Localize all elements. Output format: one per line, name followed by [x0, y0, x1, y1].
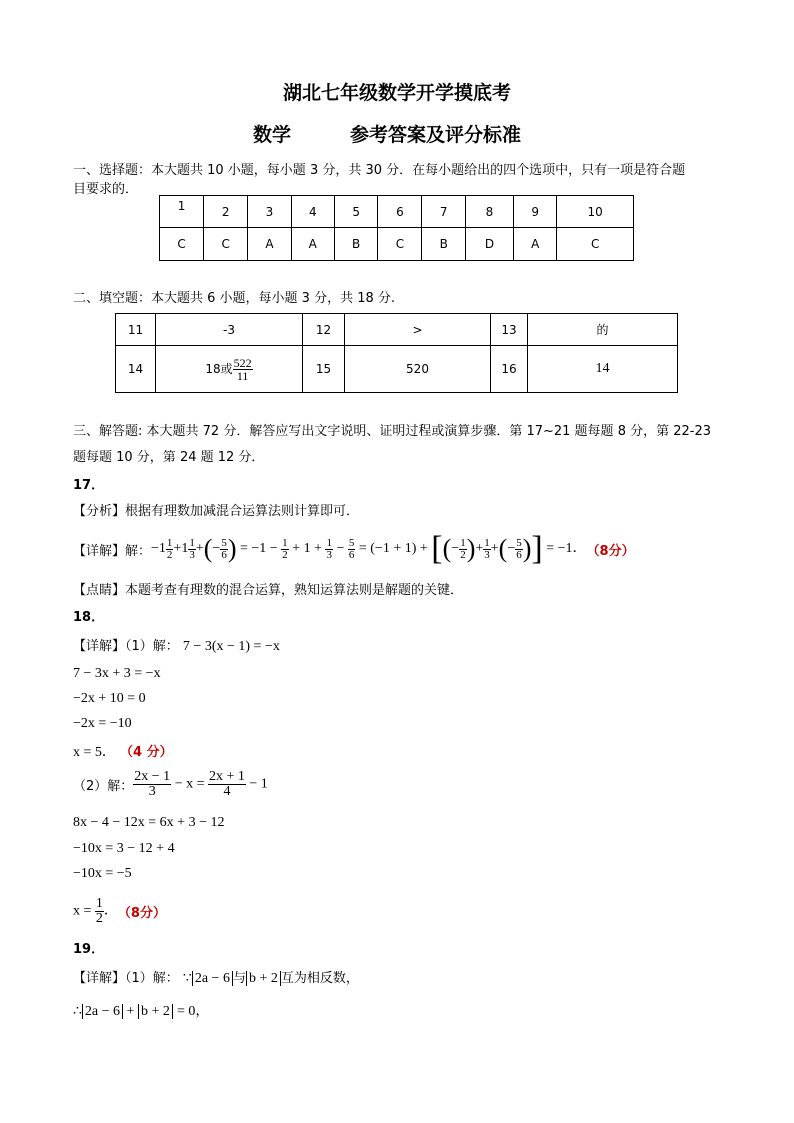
question-number-17: 17． — [73, 478, 105, 493]
choice-number: 8 — [465, 196, 513, 228]
choice-number-row — [160, 196, 634, 228]
q17-analysis: 【分析】根据有理数加减混合运算法则计算即可． — [73, 504, 360, 519]
choice-answer: C — [378, 228, 422, 261]
choice-answer: D — [465, 228, 513, 261]
q18-part2 — [73, 764, 268, 804]
fill-in-answer-14 — [156, 346, 303, 393]
fraction — [233, 357, 253, 382]
q19-math: b + 2 — [246, 971, 281, 986]
choice-number: 9 — [514, 196, 557, 228]
choice-answer-table — [159, 195, 634, 261]
q18-part1-result — [73, 741, 173, 761]
fill-in-answer: 520 — [345, 346, 491, 393]
q19-math: ∵ 2a − 6 — [183, 971, 233, 986]
fill-in-answer: -3 — [156, 314, 303, 346]
q18-part2-step: 8x − 4 − 12x = 6x + 3 − 12 — [73, 815, 225, 830]
choice-answer: C — [204, 228, 248, 261]
answer-key-heading: 参考答案及评分标准 — [350, 124, 522, 146]
choice-answer: B — [334, 228, 377, 261]
q18-part1 — [73, 635, 280, 655]
fill-in-answer: > — [345, 314, 491, 346]
section3-intro-line2: 题每题 10 分，第 24 题 12 分． — [73, 450, 265, 465]
fill-in-row — [116, 346, 678, 393]
q17-equation: −1 $\frac{1}{2}$ +1 $\frac{1}{3}$ +(− $\frac{5}{6}$ ) = −1 − $\frac{1}{2}$ + 1 + $\frac{1}{3}$ − $\frac{5}{6}$ = (−1 + 1) + [(− $\frac{1}{2}$ )+ $\frac{1}{3}$ +(− $\frac{5}{6}$ )] = −1． — [151, 530, 587, 567]
fill-in-number: 16 — [491, 346, 528, 393]
q18-part1-score: （4 分） — [120, 745, 173, 760]
q18-part2-step: −10x = −5 — [73, 866, 132, 881]
fill-in-number: 12 — [303, 314, 345, 346]
subject-heading: 数学 — [253, 124, 292, 146]
q19-detail-label: 【详解】（1）解： — [73, 971, 179, 986]
fraction-numerator: 522 — [233, 355, 252, 370]
choice-number: 1 — [160, 196, 204, 228]
fill-in-row — [116, 314, 678, 346]
q18-part1-label: 【详解】（1）解： — [73, 639, 179, 654]
q18-part2-result — [73, 892, 166, 930]
fill-in-answer: 的 — [528, 314, 678, 346]
q17-comment: 【点睛】本题考查有理数的混合运算，熟知运算法则是解题的关键． — [73, 583, 464, 598]
choice-answer: A — [248, 228, 291, 261]
section1-intro-line2: 目要求的． — [73, 182, 139, 197]
q17-detail — [73, 531, 635, 567]
q19-line1-end: 互为相反数， — [280, 971, 359, 986]
fill-in-number: 14 — [116, 346, 156, 393]
q18-part1-equation: 7 − 3(x − 1) = −x — [182, 639, 280, 654]
q18-part1-step: −2x = −10 — [73, 716, 132, 731]
q19-connector: 与 — [232, 971, 246, 986]
choice-answer: C — [557, 228, 634, 261]
q19-math: ∴ 2a − 6 + b + 2 — [73, 1004, 173, 1019]
q18-part1-step: −2x + 10 = 0 — [73, 691, 146, 706]
fill-in-answer-table — [115, 313, 678, 393]
q19-line2 — [73, 1000, 209, 1020]
choice-number: 5 — [334, 196, 377, 228]
fill-in-answer-text: 18或 — [205, 361, 233, 376]
q18-part2-label: （2）解： — [73, 778, 134, 794]
q19-line2-end: = 0， — [176, 1004, 210, 1019]
fill-in-number: 13 — [491, 314, 528, 346]
choice-number: 2 — [204, 196, 248, 228]
q19-line1 — [73, 967, 359, 987]
choice-answer: A — [291, 228, 334, 261]
q18-part2-final: x = $\frac{1}{2}$ ． — [73, 895, 118, 926]
choice-number: 10 — [557, 196, 634, 228]
fill-in-number: 11 — [116, 314, 156, 346]
fill-in-number: 15 — [303, 346, 345, 393]
choice-answer: B — [422, 228, 465, 261]
choice-number: 7 — [422, 196, 465, 228]
q17-detail-label: 【详解】解： — [73, 543, 152, 559]
choice-answer: C — [160, 228, 204, 261]
choice-number: 4 — [291, 196, 334, 228]
q18-part2-step: −10x = 3 − 12 + 4 — [73, 841, 175, 856]
question-number-18: 18． — [73, 610, 105, 625]
choice-number: 3 — [248, 196, 291, 228]
q17-score: （8分） — [586, 543, 635, 559]
choice-answer-row — [160, 228, 634, 261]
fraction-denominator: 11 — [236, 368, 249, 383]
section2-intro: 二、填空题：本大题共 6 小题，每小题 3 分，共 18 分. — [73, 291, 396, 306]
q18-part1-step: 7 − 3x + 3 = −x — [73, 666, 161, 681]
section1-intro-line1: 一、选择题：本大题共 10 小题，每小题 3 分，共 30 分．在每小题给出的四个选项中，只有一项是符合题 — [73, 163, 686, 178]
section3-intro-line1: 三、解答题: 本大题共 72 分．解答应写出文字说明、证明过程或演算步骤．第 17~21 题每题 8 分，第 22-23 — [73, 424, 712, 439]
page-title: 湖北七年级数学开学摸底考 — [282, 82, 511, 104]
choice-answer: A — [514, 228, 557, 261]
q18-part2-score: （8分） — [117, 905, 166, 921]
question-number-19: 19． — [73, 942, 105, 957]
choice-number: 6 — [378, 196, 422, 228]
q18-part1-final: x = 5． — [73, 745, 116, 760]
q18-part2-equation: $\frac{2x - 1}{3}$ − x = $\frac{2x + 1}{4}$ − 1 — [134, 768, 268, 799]
fill-in-answer: 14 — [528, 346, 678, 393]
